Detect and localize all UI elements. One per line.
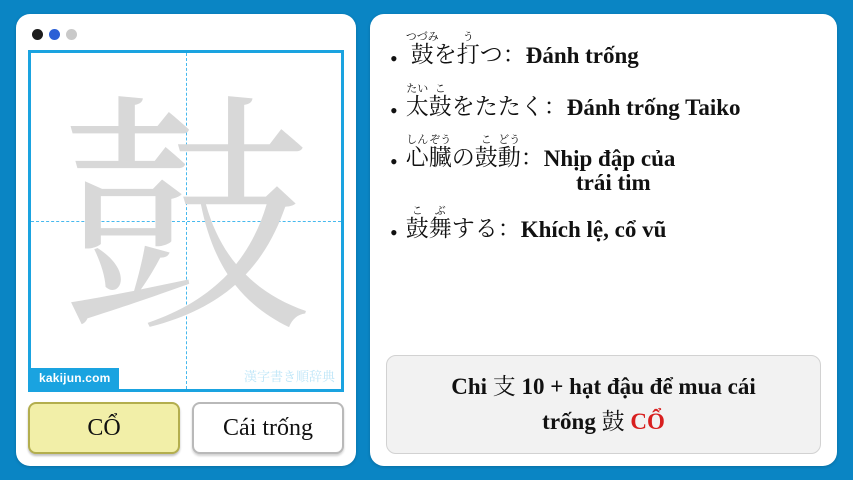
kanji-writing-box xyxy=(28,50,344,392)
dictionary-watermark: 漢字書き順辞典 xyxy=(243,370,335,385)
example-vietnamese: Nhịp đập của xyxy=(543,146,676,172)
example-japanese-text: 太たい鼓こをたたく： xyxy=(405,81,567,120)
window-dot-grey-icon[interactable] xyxy=(66,29,77,40)
example-vietnamese: Đánh trống xyxy=(525,43,639,68)
list-item xyxy=(386,131,821,200)
window-dot-blue-icon[interactable] xyxy=(49,29,60,40)
mnemonic-kanji-ko: 鼓 xyxy=(601,408,625,435)
answer-option-alternate[interactable]: Cái trống xyxy=(192,402,344,454)
mnemonic-box xyxy=(386,355,821,454)
bullet-icon: • xyxy=(390,149,398,175)
example-vietnamese-continued: trái tim xyxy=(575,170,651,196)
example-japanese-text: 心しん臓ぞうの鼓こ動どう： xyxy=(405,133,544,172)
mnemonic-line1-mid: 10 + hạt đậu để mua cái xyxy=(515,374,756,399)
bullet-icon: • xyxy=(390,46,398,71)
list-item xyxy=(386,28,821,78)
window-controls[interactable] xyxy=(28,24,344,44)
kanji-character: 鼓 xyxy=(59,74,312,367)
answer-option-selected[interactable]: CỔ xyxy=(28,402,180,454)
example-japanese xyxy=(406,30,821,69)
mnemonic-line2-pre: trống xyxy=(542,408,602,434)
window-dot-black-icon[interactable] xyxy=(32,29,43,40)
mnemonic-answer: CỔ xyxy=(630,408,665,434)
example-japanese xyxy=(406,82,821,121)
answer-options xyxy=(28,402,344,454)
mnemonic-kanji-shi: 支 xyxy=(492,374,516,400)
list-item xyxy=(386,80,821,130)
example-japanese xyxy=(406,133,821,172)
example-vietnamese: Đánh trống Taiko xyxy=(566,94,741,120)
example-japanese-text: 鼓こ舞ぶする： xyxy=(405,204,521,243)
examples-panel xyxy=(370,14,837,466)
example-body xyxy=(406,82,821,121)
bullet-icon: • xyxy=(390,220,398,246)
site-watermark: kakijun.com xyxy=(31,368,119,389)
example-body xyxy=(406,30,821,69)
mnemonic-line1-pre: Chi xyxy=(451,374,493,399)
kanji-panel xyxy=(16,14,356,466)
list-item xyxy=(386,202,821,252)
example-body xyxy=(406,204,821,243)
example-body xyxy=(406,133,821,196)
example-list xyxy=(386,28,821,349)
example-vietnamese: Khích lệ, cổ vũ xyxy=(520,217,667,243)
example-japanese-text: 鼓つづみを打うつ： xyxy=(405,30,526,68)
bullet-icon: • xyxy=(390,97,398,123)
example-japanese xyxy=(406,204,821,243)
